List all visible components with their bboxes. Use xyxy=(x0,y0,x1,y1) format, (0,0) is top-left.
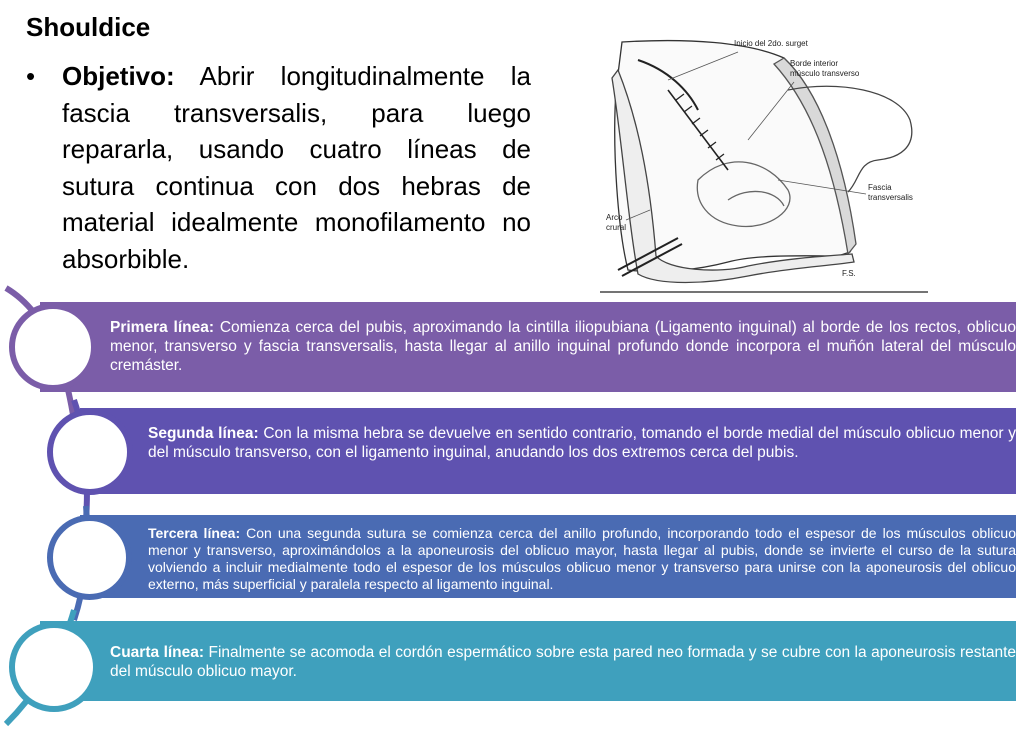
step-4-label: Cuarta línea: xyxy=(110,644,205,661)
objective-label: Objetivo: xyxy=(62,61,175,91)
objective-text xyxy=(62,58,531,277)
label-fascia-2: transversalis xyxy=(868,193,913,202)
step-4-text: Finalmente se acomoda el cordón espermático sobre esta pared neo formada y se cubre con la aponeurosis restante del músculo oblicuo mayor. xyxy=(110,644,1016,680)
step-3-circle xyxy=(47,515,132,600)
objective-paragraph xyxy=(26,58,531,277)
step-3-label: Tercera línea: xyxy=(148,525,241,541)
step-2-circle xyxy=(47,409,133,495)
step-1-label: Primera línea: xyxy=(110,319,215,336)
step-4-circle xyxy=(9,622,99,712)
label-signature: F.S. xyxy=(842,269,856,278)
step-4 xyxy=(40,621,1016,701)
step-3-text: Con una segunda sutura se comienza cerca del anillo profundo, incorporando todo el espesor de los músculos oblicuo menor y transverso, aproximándolos a la aponeurosis del oblicuo mayor, hasta llegar al pubis, donde se invierte el curso de la sutura volviendo a incluir medialmente todo el espesor de los músculos oblicuo menor y transverso para unirse con la aponeurosis del oblicuo externo, más superficial y paralela respecto al ligamento inguinal. xyxy=(148,525,1016,592)
slide-title: Shouldice xyxy=(26,12,151,42)
label-inicio: Inicio del 2do. surget xyxy=(734,39,808,48)
step-1 xyxy=(40,302,1016,392)
step-2-text: Con la misma hebra se devuelve en sentido contrario, tomando el borde medial del músculo oblicuo menor y del músculo transverso, con el ligamento inguinal, anudando los dos extremos cerca del pubis. xyxy=(148,425,1017,461)
step-1-circle xyxy=(9,303,97,391)
surgical-illustration xyxy=(598,30,930,294)
label-borde-1: Borde interior xyxy=(790,59,839,68)
objective-body: Abrir longitudinalmente la fascia transversalis, para luego repararla, usando cuatro líneas de sutura continua con dos hebras de material idealmente monofilamento no absorbible. xyxy=(62,61,531,274)
step-2 xyxy=(80,408,1016,494)
step-1-text: Comienza cerca del pubis, aproximando la cintilla iliopubiana (Ligamento inguinal) al borde de los rectos, oblicuo menor, transverso y fascia transversalis, hasta llegar al anillo inguinal profundo donde incorpora el muñón lateral del músculo cremáster. xyxy=(110,319,1016,374)
label-arco-2: crural xyxy=(606,223,627,232)
label-fascia-1: Fascia xyxy=(868,183,892,192)
label-borde-2: músculo transverso xyxy=(790,69,860,78)
step-3 xyxy=(80,515,1016,598)
bullet-marker: • xyxy=(26,61,36,91)
label-arco-1: Arco xyxy=(606,213,623,222)
step-2-label: Segunda línea: xyxy=(148,425,259,442)
